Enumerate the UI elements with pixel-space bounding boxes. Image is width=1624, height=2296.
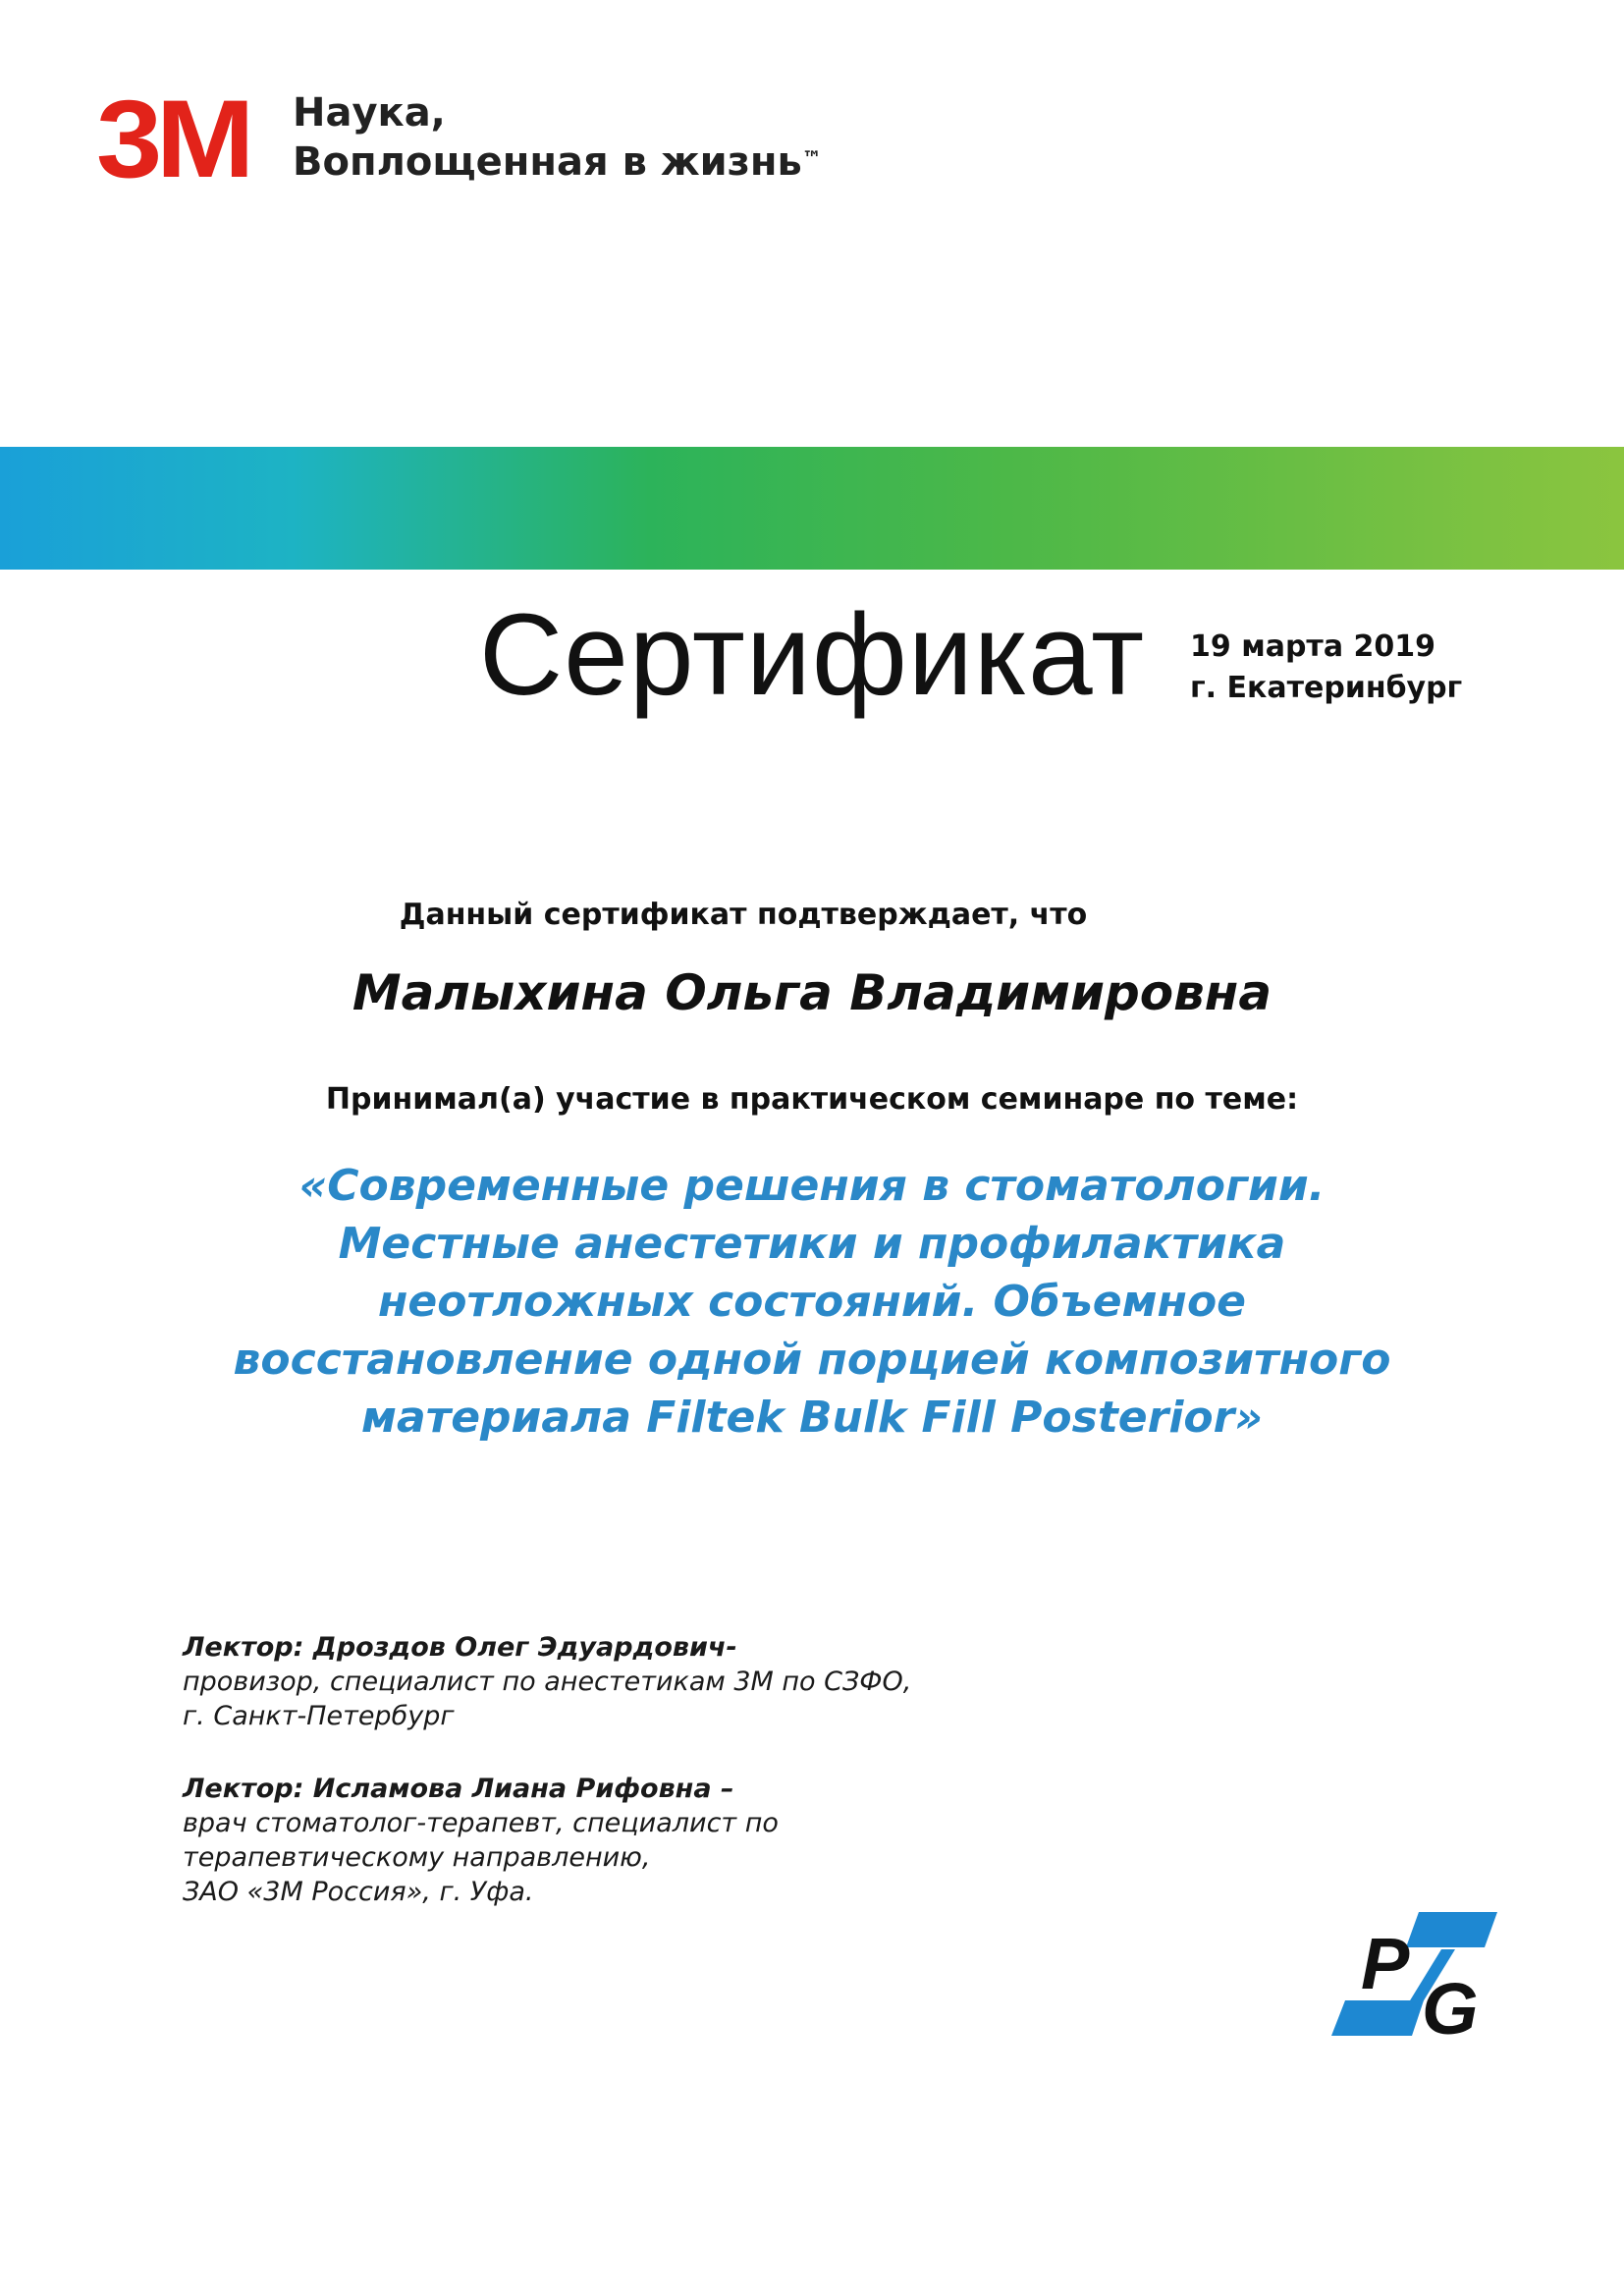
person-name: Малыхина Ольга Владимировна [352, 964, 1272, 1021]
topic-line: неотложных состояний. Объемное [377, 1277, 1247, 1327]
lecturer-detail: врач стоматолог-терапевт, специалист по [183, 1808, 779, 1838]
lecturer-block-1 [183, 1630, 911, 1733]
gradient-band [0, 447, 1624, 570]
topic-line: восстановление одной порцией композитного [233, 1335, 1391, 1385]
tagline-line-2: Воплощенная в жизнь™ [293, 139, 822, 185]
certificate-date: 19 марта 2019 [1190, 629, 1436, 664]
lecturer-detail: г. Санкт-Петербург [183, 1701, 455, 1731]
confirm-text: Данный сертификат подтверждает, что [399, 898, 1088, 932]
topic-line: материала Filtek Bulk Fill Posterior» [361, 1393, 1263, 1443]
brand-tagline [293, 88, 822, 187]
lecturer-detail: терапевтическому направлению, [183, 1842, 651, 1873]
participated-text: Принимал(а) участие в практическом семинаре по теме: [325, 1082, 1299, 1117]
lecturer-heading: Лектор: Дроздов Олег Эдуардович- [183, 1632, 737, 1663]
brand-logo-3m: 3M [96, 78, 249, 200]
lecturer-detail: ЗАО «3М Россия», г. Уфа. [183, 1877, 534, 1907]
pg-logo-letter-p: P [1361, 1923, 1410, 2004]
topic-line: Местные анестетики и профилактика [338, 1219, 1286, 1269]
seminar-topic [0, 1157, 1624, 1447]
pg-logo-top-right-shape [1406, 1912, 1497, 1947]
topic-line: «Современные решения в стоматологии. [298, 1161, 1326, 1211]
certificate-city: г. Екатеринбург [1190, 671, 1463, 705]
pg-logo-letter-g: G [1422, 1968, 1479, 2038]
certificate-meta [1190, 627, 1462, 709]
certificate-title: Сертификат [479, 590, 1146, 720]
trademark-symbol: ™ [801, 146, 822, 170]
lecturer-detail: провизор, специалист по анестетикам 3М по СЗФО, [183, 1667, 912, 1697]
lecturer-block-2 [183, 1772, 779, 1909]
tagline-line-1: Наука, [293, 90, 446, 136]
partner-pg-logo [1326, 1910, 1502, 2038]
lecturer-heading: Лектор: Исламова Лиана Рифовна – [183, 1774, 734, 1804]
